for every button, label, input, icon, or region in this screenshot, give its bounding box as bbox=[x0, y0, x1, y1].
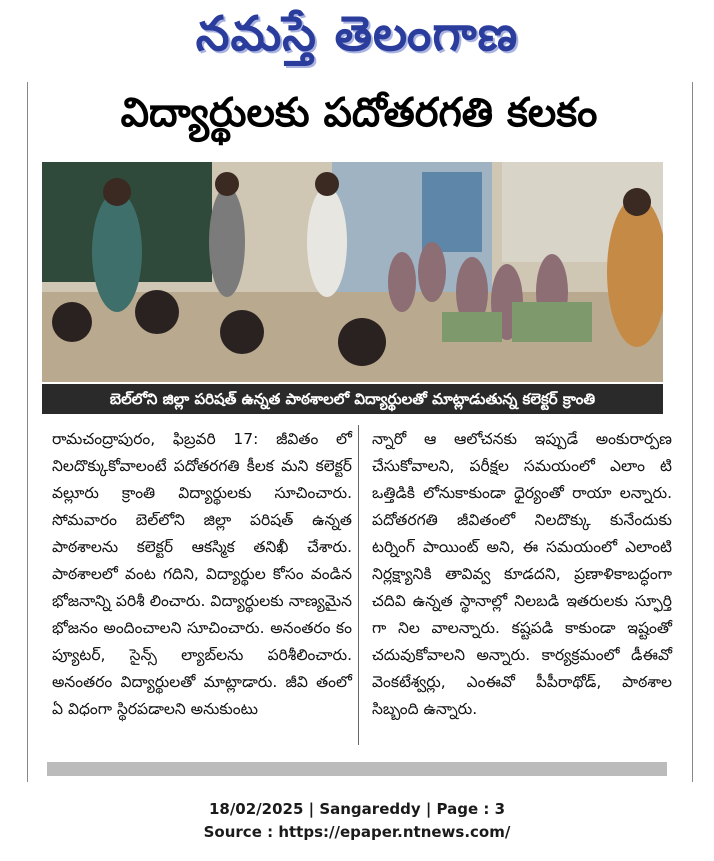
article-column-1: రామచంద్రాపురం, ఫిబ్రవరి 17: జీవితం లో నిలదొక్కుకోవాలంటే పదోతరగతి కీలక మని కలెక్టర్ వల్లూరు క్రాంతి విద్యార్థులకు సూచించారు. సోమవారం బెల్‌లోని జిల్లా పరిషత్ ఉన్నత పాఠశాలను కలెక్టర్ ఆకస్మిక తనిఖీ చేశారు. పాఠశాలలో వంట గదిని, విద్యార్థుల కోసం వండిన భోజనాన్ని పరిశీ లించారు. విద్యార్థులకు నాణ్యమైన భోజనం అందించాలని సూచించారు. అనంతరం కం ప్యూటర్, సైన్స్ ల్యాబ్‌లను పరిశీలించారు. అనంతరం విద్యార్థులతో మాట్లాడారు. జీవి తంలో ఏ విధంగా స్థిరపడాలని అనుకుంటు bbox=[52, 430, 352, 718]
next-article-cutoff bbox=[27, 758, 691, 780]
newspaper-masthead bbox=[0, 0, 714, 80]
article-photo bbox=[42, 162, 663, 382]
photo-caption: బెల్‌లోని జిల్లా పరిషత్ ఉన్నత పాఠశాలలో విద్యార్థులతో మాట్లాడుతున్న కలెక్టర్ క్రాంతి bbox=[42, 384, 663, 414]
masthead-title: నమస్తే తెలంగాణ bbox=[195, 6, 519, 62]
article-headline: విద్యార్థులకు పదోతరగతి కలకం bbox=[120, 90, 598, 136]
article-column-2: న్నారో ఆ ఆలోచనకు ఇప్పుడే అంకురార్పణ చేసుకోవాలని, పరీక్షల సమయంలో ఎలాం టి ఒత్తిడికి లోనుకాకుండా ధైర్యంతో రాయా లన్నారు. పదోతరగతి జీవితంలో నిలదొక్కు కునేందుకు టర్నింగ్ పాయింట్ అని, ఈ సమయంలో ఎలాంటి నిర్లక్ష్యానికి తావివ్వ కూడదని, ప్రణాళికాబద్ధంగా చదివి ఉన్నత స్థానాల్లో నిలబడి ఇతరులకు స్ఫూర్తి గా నిల వాలన్నారు. కష్టపడి కాకుండా ఇష్టంతో చదువుకోవాలని అన్నారు. కార్యక్రమంలో డీఈవో వెంకటేశ్వర్లు, ఎంఈవో పీపీరాథోడ్, పాఠశాల సిబ్బంది ఉన్నారు. bbox=[372, 430, 672, 718]
footer-date-line: 18/02/2025 | Sangareddy | Page : 3 bbox=[208, 800, 506, 818]
footer-source-line: Source : https://epaper.ntnews.com/ bbox=[203, 823, 511, 841]
column-divider bbox=[358, 425, 359, 745]
cutoff-headline-fragment bbox=[27, 758, 691, 780]
